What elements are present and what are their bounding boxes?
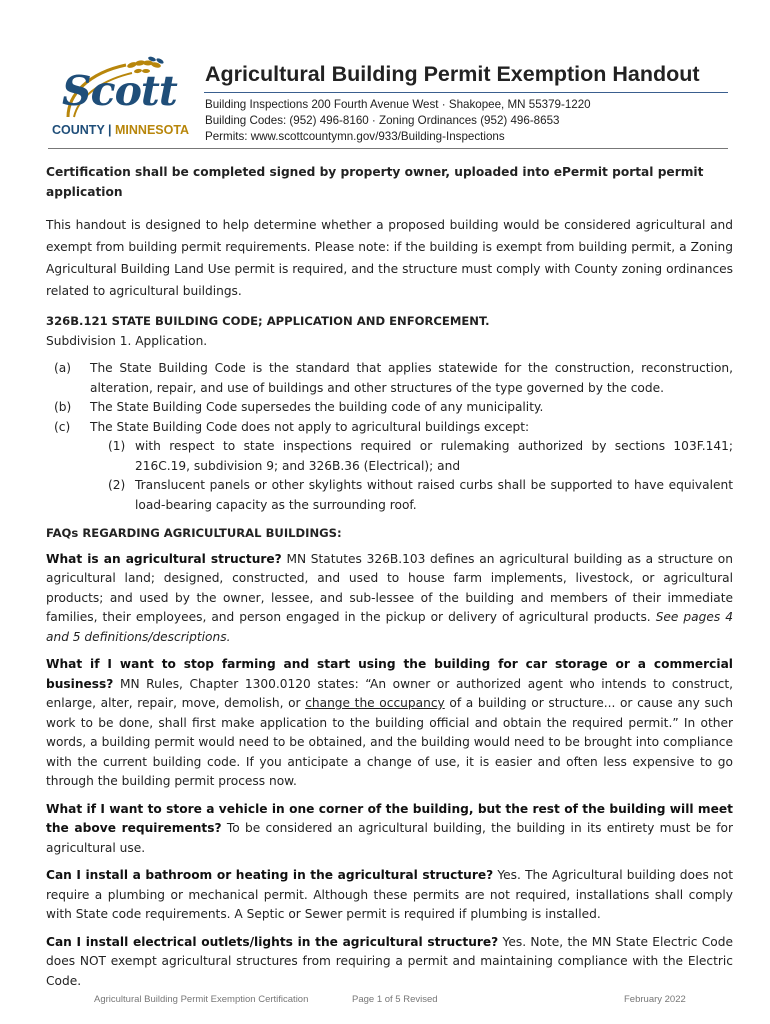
footer-document-name: Agricultural Building Permit Exemption Certification: [94, 994, 309, 1005]
contact-phones: Building Codes: (952) 496-8160 · Zoning Ordinances (952) 496-8653: [205, 114, 560, 127]
logo-county-text: COUNTY |: [52, 123, 112, 137]
faq-answer: Yes. The Agricultural building does not require a plumbing or mechanical permit. Although these permits are not required, installations shall comply with State code requirements. A Septic or Sewer permit is required if plumbing is installed.: [46, 868, 733, 921]
list-marker: (c): [54, 419, 71, 434]
faq-item: [46, 550, 733, 648]
list-item: [46, 398, 733, 418]
faq-answer-continued: of a building or structure... or cause any such work to be done, shall first make application to the building official and obtain the required permit.” In other words, a building permit would need to be obtained, and the building would need to be brought into compliance with the current building code. If you anticipate a change of use, it is easier and often less expensive to go through the building permit process now.: [46, 696, 733, 788]
faq-item: [46, 933, 733, 992]
faq-answer: Yes. Note, the MN State Electric Code does NOT exempt agricultural structures from requiring a permit and maintaining compliance with the Electric Code.: [46, 934, 733, 988]
list-text: Translucent panels or other skylights without raised curbs shall be supported to have equivalent load-bearing capacity as the surrounding roof.: [135, 478, 733, 512]
page-title: Agricultural Building Permit Exemption Handout: [205, 62, 700, 86]
faq-item: [46, 800, 733, 859]
certification-notice: Certification shall be completed signed by property owner, uploaded into ePermit portal permit application: [46, 165, 704, 199]
contact-info: [205, 97, 591, 145]
faq-note: See pages 4 and 5 definitions/descriptions.: [46, 610, 733, 644]
statute-list: [46, 359, 733, 437]
faq-question: What is an agricultural structure?: [46, 551, 282, 566]
faq-answer: To be considered an agricultural building, the building in its entirety must be for agricultural use.: [46, 821, 733, 855]
contact-address: Building Inspections 200 Fourth Avenue West · Shakopee, MN 55379-1220: [205, 98, 591, 111]
faq-answer: MN Rules, Chapter 1300.0120 states: “An owner or authorized agent who intends to construct, enlarge, alter, repair, move, demolish, or: [46, 676, 733, 710]
faq-question: Can I install a bathroom or heating in the agricultural structure?: [46, 868, 494, 882]
subdivision-heading: Subdivision 1. Application.: [46, 333, 208, 348]
contact-website: Permits: www.scottcountymn.gov/933/Building-Inspections: [205, 130, 505, 143]
logo-wordmark: Scott: [62, 67, 177, 115]
list-marker: (a): [54, 361, 71, 375]
faq-item: [46, 866, 733, 925]
faq-question: What if I want to stop farming and start using the building for car storage or a commercial business?: [46, 657, 733, 691]
faq-answer: MN Statutes 326B.103 defines an agricultural building as a structure on agricultural land; designed, constructed, and used to house farm implements, livestock, or agricultural products; and used by the owner, lessee, and sub-lessee of the building and members of their immediate families, their employees, and person engaged in the pickup or delivery of agricultural products.: [46, 551, 733, 624]
statute-heading: 326B.121 STATE BUILDING CODE; APPLICATION AND ENFORCEMENT.: [46, 314, 490, 328]
list-item: [46, 476, 733, 515]
logo-state-text: MINNESOTA: [115, 123, 190, 137]
list-item: [46, 437, 733, 476]
list-text: The State Building Code does not apply to agricultural buildings except:: [90, 419, 530, 434]
faq-underlined-term: change the occupancy: [305, 696, 445, 710]
list-marker: (2): [108, 478, 126, 492]
header-divider: [48, 148, 728, 149]
faq-item: [46, 655, 733, 792]
faq-question: What if I want to store a vehicle in one corner of the building, but the rest of the building will meet the above requirements?: [46, 801, 733, 835]
list-item: [46, 359, 733, 398]
list-text: with respect to state inspections required or rulemaking authorized by sections 103F.141; 216C.19, subdivision 9; and 326B.36 (Electrical); and: [135, 439, 733, 473]
list-item: [46, 418, 733, 438]
list-marker: (b): [54, 400, 72, 414]
intro-paragraph: This handout is designed to help determine whether a proposed building would be considered agricultural and exempt from building permit requirements. Please note: if the building is exempt from building permit, a Zoning Agricultural Building Land Use permit is required, and the structure must comply with County zoning ordinances related to agricultural buildings.: [46, 218, 733, 298]
list-marker: (1): [108, 439, 126, 453]
title-divider: [204, 92, 728, 93]
document-body: [46, 163, 733, 999]
faq-question: Can I install electrical outlets/lights in the agricultural structure?: [46, 934, 499, 949]
faq-heading: FAQs REGARDING AGRICULTURAL BUILDINGS:: [46, 526, 342, 540]
logo-county-label: [52, 124, 189, 137]
footer-page-number: Page 1 of 5 Revised: [352, 994, 438, 1005]
scott-county-logo: [48, 55, 190, 141]
exceptions-list: [46, 437, 733, 515]
footer-date: February 2022: [624, 994, 686, 1005]
list-text: The State Building Code supersedes the building code of any municipality.: [90, 400, 544, 414]
list-text: The State Building Code is the standard that applies statewide for the construction, reconstruction, alteration, repair, and use of buildings and other structures of the type governed by the code.: [90, 361, 733, 395]
